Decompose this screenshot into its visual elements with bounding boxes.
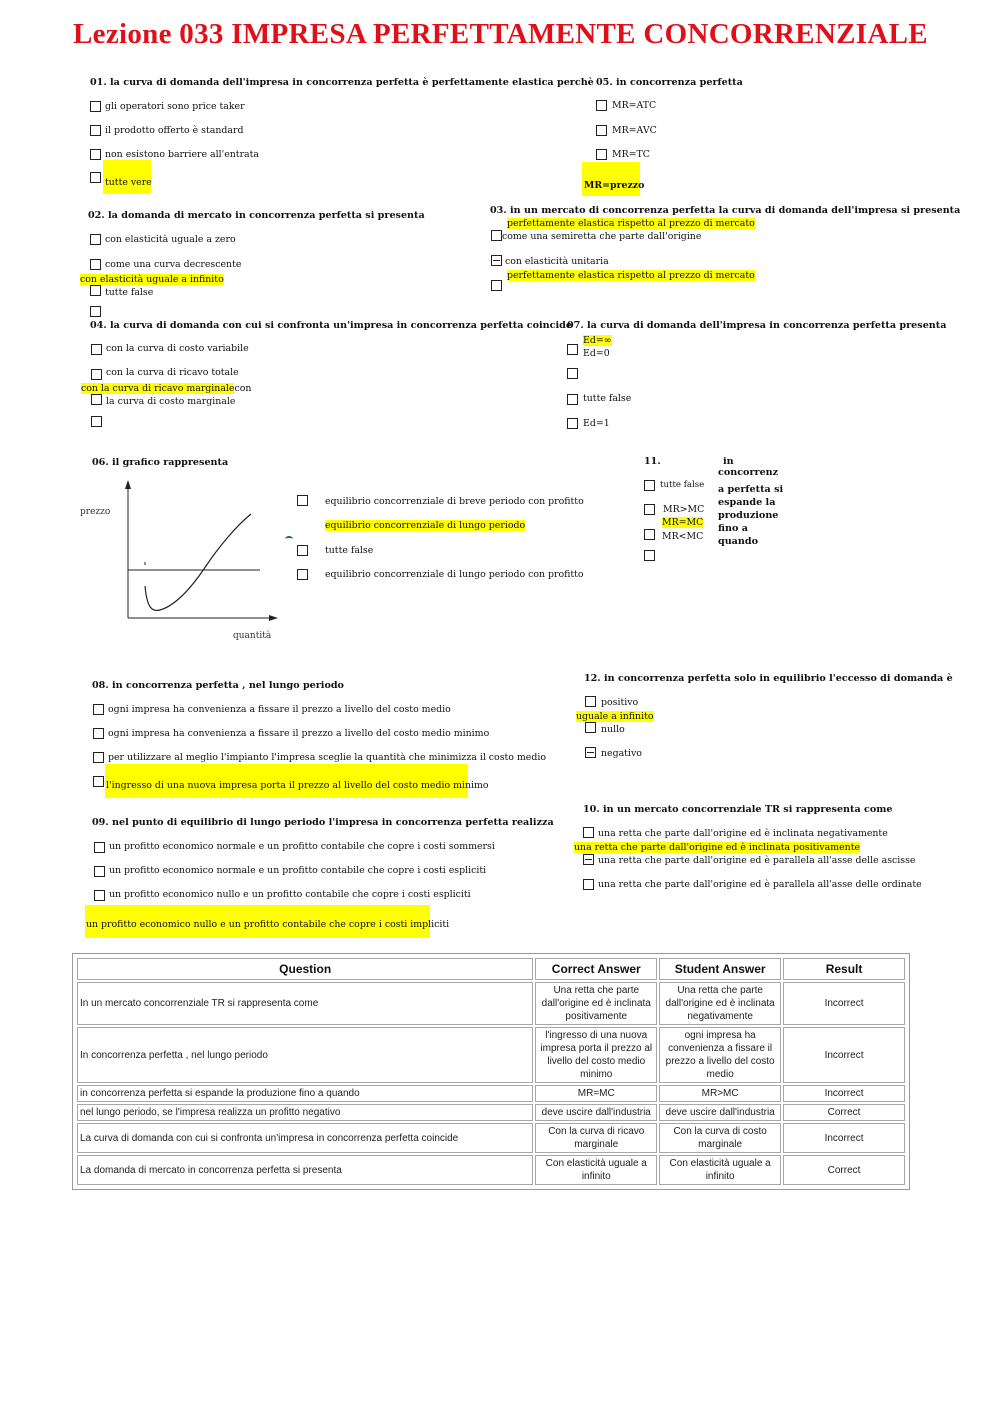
- option: non esistono barriere all'entrata: [105, 149, 259, 160]
- option: MR=ATC: [612, 100, 657, 111]
- checkbox[interactable]: [583, 827, 594, 838]
- question-09: 09. nel punto di equilibrio di lungo periodo l'impresa in concorrenza perfetta realizza: [92, 817, 554, 828]
- checkbox[interactable]: [644, 480, 655, 491]
- checkbox[interactable]: [585, 747, 596, 758]
- correct-answer-cell: deve uscire dall'industria: [535, 1104, 657, 1121]
- question-10: 10. in un mercato concorrenziale TR si rappresenta come: [583, 804, 893, 815]
- correct-answer-highlight: tutte vere: [103, 160, 151, 194]
- correct-answer-highlight: una retta che parte dall'origine ed è inclinata positivamente: [574, 842, 861, 853]
- option: un profitto economico normale e un profitto contabile che copre i costi sommersi: [109, 841, 495, 852]
- checkbox[interactable]: [91, 394, 102, 405]
- checkbox[interactable]: [93, 776, 104, 787]
- option: MR>MC: [663, 504, 705, 515]
- column-header: Correct Answer: [535, 958, 657, 980]
- column-header: Question: [77, 958, 533, 980]
- student-answer-cell: ogni impresa ha convenienza a fissare il prezzo a livello del costo medio: [659, 1027, 781, 1083]
- question-cell: La curva di domanda con cui si confronta un'impresa in concorrenza perfetta coincide: [77, 1123, 533, 1153]
- option: con elasticità unitaria: [505, 256, 609, 267]
- checkbox[interactable]: [491, 255, 502, 266]
- page-title: Lezione 033 IMPRESA PERFETTAMENTE CONCORRENZIALE: [73, 18, 928, 50]
- table-row: [77, 1104, 905, 1121]
- correct-answer-highlight: l'ingresso di una nuova impresa porta il prezzo al livello del costo medio minimo: [105, 764, 468, 798]
- checkbox[interactable]: [491, 280, 502, 291]
- checkbox[interactable]: [583, 879, 594, 890]
- correct-answer-highlight: con la curva di ricavo marginale: [81, 383, 235, 394]
- checkbox[interactable]: [567, 344, 578, 355]
- checkbox[interactable]: [596, 100, 607, 111]
- checkbox[interactable]: [90, 285, 101, 296]
- option: equilibrio concorrenziale di lungo periodo con profitto: [325, 569, 584, 580]
- question-11-text: quando: [718, 536, 758, 547]
- question-01: 01. la curva di domanda dell'impresa in concorrenza perfetta è perfettamente elastica perchè: [90, 77, 594, 88]
- option: con elasticità uguale a zero: [105, 234, 236, 245]
- checkbox[interactable]: [94, 890, 105, 901]
- option: negativo: [601, 748, 642, 759]
- checkbox[interactable]: [90, 125, 101, 136]
- table-row: [77, 1085, 905, 1102]
- option: tutte false: [583, 393, 632, 404]
- option: il prodotto offerto è standard: [105, 125, 244, 136]
- correct-answer-highlight: perfettamente elastica rispetto al prezzo di mercato: [507, 270, 755, 281]
- checkbox[interactable]: [585, 722, 596, 733]
- option: con la curva di costo variabile: [106, 343, 249, 354]
- checkbox[interactable]: [94, 842, 105, 853]
- question-07: 07. la curva di domanda dell'impresa in concorrenza perfetta presenta: [567, 320, 947, 331]
- checkbox[interactable]: [297, 495, 308, 506]
- x-axis-arrow: [269, 615, 278, 621]
- student-answer-cell: Con elasticità uguale a infinito: [659, 1155, 781, 1185]
- question-12: 12. in concorrenza perfetta solo in equilibrio l'eccesso di domanda è: [584, 673, 953, 684]
- question-cell: in concorrenza perfetta si espande la produzione fino a quando: [77, 1085, 533, 1102]
- question-11-text: in: [723, 456, 734, 467]
- checkbox[interactable]: [93, 728, 104, 739]
- result-cell: Incorrect: [783, 1027, 905, 1083]
- correct-answer-highlight: un profitto economico nullo e un profitto contabile che copre i costi impliciti: [85, 905, 430, 938]
- student-answer-cell: Una retta che parte dall'origine ed è inclinata negativamente: [659, 982, 781, 1025]
- question-11-text: fino a: [718, 523, 748, 534]
- checkbox[interactable]: [90, 306, 101, 317]
- checkbox[interactable]: [644, 550, 655, 561]
- checkbox[interactable]: [90, 259, 101, 270]
- question-08: 08. in concorrenza perfetta , nel lungo periodo: [92, 680, 344, 691]
- result-cell: Correct: [783, 1155, 905, 1185]
- option: equilibrio concorrenziale di breve periodo con profitto: [325, 496, 584, 507]
- checkbox[interactable]: [90, 234, 101, 245]
- question-05: 05. in concorrenza perfetta: [596, 77, 743, 88]
- checkbox[interactable]: [94, 866, 105, 877]
- checkbox[interactable]: [491, 230, 502, 241]
- question-04: 04. la curva di domanda con cui si confronta un'impresa in concorrenza perfetta coincide: [90, 320, 572, 331]
- question-06: 06. il grafico rappresenta: [92, 457, 229, 468]
- checkbox[interactable]: [644, 504, 655, 515]
- question-11-text: espande la: [718, 497, 776, 508]
- option: ogni impresa ha convenienza a fissare il prezzo a livello del costo medio minimo: [108, 728, 490, 739]
- table-row: [77, 1155, 905, 1185]
- option: Ed=1: [583, 418, 610, 429]
- option: nullo: [601, 724, 625, 735]
- checkbox[interactable]: [596, 125, 607, 136]
- checkbox[interactable]: [567, 418, 578, 429]
- question-cell: La domanda di mercato in concorrenza perfetta si presenta: [77, 1155, 533, 1185]
- option: una retta che parte dall'origine ed è parallela all'asse delle ascisse: [598, 855, 916, 866]
- correct-answer-highlight: uguale a infinito: [576, 711, 654, 722]
- checkbox[interactable]: [90, 172, 101, 183]
- result-cell: Correct: [783, 1104, 905, 1121]
- question-cell: nel lungo periodo, se l'impresa realizza un profitto negativo: [77, 1104, 533, 1121]
- student-answer-cell: MR>MC: [659, 1085, 781, 1102]
- cost-curve: [145, 514, 251, 610]
- cost-curve-graph: [78, 478, 278, 648]
- checkbox[interactable]: [91, 344, 102, 355]
- question-03: 03. in un mercato di concorrenza perfetta la curva di domanda dell'impresa si presenta: [490, 205, 961, 216]
- checkbox[interactable]: [583, 854, 594, 865]
- x-axis-label: quantità: [233, 631, 272, 641]
- correct-answer-highlight: MR=MC: [662, 517, 704, 528]
- checkbox[interactable]: [596, 149, 607, 160]
- checkbox[interactable]: [90, 149, 101, 160]
- result-cell: Incorrect: [783, 1123, 905, 1153]
- option: un profitto economico normale e un profitto contabile che copre i costi espliciti: [109, 865, 487, 876]
- option: tutte false: [325, 545, 374, 556]
- column-header: Student Answer: [659, 958, 781, 980]
- checkbox[interactable]: [644, 529, 655, 540]
- correct-answer-cell: MR=MC: [535, 1085, 657, 1102]
- option: MR=TC: [612, 149, 650, 160]
- checkbox[interactable]: [585, 696, 596, 707]
- result-cell: Incorrect: [783, 1085, 905, 1102]
- option: con la curva di ricavo totale: [106, 367, 239, 378]
- checkbox[interactable]: [91, 416, 102, 427]
- question-11-text: produzione: [718, 510, 779, 521]
- checkbox[interactable]: [93, 752, 104, 763]
- correct-answer-cell: Una retta che parte dall'origine ed è inclinata positivamente: [535, 982, 657, 1025]
- checkbox[interactable]: [90, 101, 101, 112]
- table-row: [77, 982, 905, 1025]
- student-answer-cell: deve uscire dall'industria: [659, 1104, 781, 1121]
- checkbox[interactable]: [297, 569, 308, 580]
- question-11-text: concorrenz: [718, 467, 779, 478]
- option: una retta che parte dall'origine ed è inclinata negativamente: [598, 828, 888, 839]
- column-header: Result: [783, 958, 905, 980]
- checkbox[interactable]: [567, 394, 578, 405]
- checkbox[interactable]: [91, 369, 102, 380]
- y-axis-arrow: [125, 480, 131, 489]
- question-11-text: a perfetta si: [718, 484, 784, 495]
- option: ogni impresa ha convenienza a fissare il prezzo a livello del costo medio: [108, 704, 451, 715]
- mark-glyph: [285, 536, 293, 542]
- checkbox[interactable]: [567, 368, 578, 379]
- student-answer-cell: Con la curva di costo marginale: [659, 1123, 781, 1153]
- option: una retta che parte dall'origine ed è parallela all'asse delle ordinate: [598, 879, 922, 890]
- option: per utilizzare al meglio l'impianto l'impresa sceglie la quantità che minimizza il costo medio: [108, 752, 546, 763]
- checkbox[interactable]: [93, 704, 104, 715]
- correct-answer-cell: l'ingresso di una nuova impresa porta il prezzo al livello del costo medio minimo: [535, 1027, 657, 1083]
- table-row: [77, 1123, 905, 1153]
- checkbox[interactable]: [297, 545, 308, 556]
- option: tutte false: [660, 480, 705, 490]
- question-cell: In concorrenza perfetta , nel lungo periodo: [77, 1027, 533, 1083]
- question-11-number: 11.: [644, 456, 661, 467]
- option: [81, 383, 251, 394]
- correct-answer-cell: Con elasticità uguale a infinito: [535, 1155, 657, 1185]
- results-table: [72, 953, 910, 1190]
- correct-answer-highlight: perfettamente elastica rispetto al prezzo di mercato: [507, 218, 755, 229]
- option: positivo: [601, 697, 639, 708]
- option: MR<MC: [662, 531, 704, 542]
- option: tutte false: [105, 287, 154, 298]
- option: gli operatori sono price taker: [105, 101, 245, 112]
- option: come una curva decrescente: [105, 259, 242, 270]
- correct-answer-highlight: equilibrio concorrenziale di lungo periodo: [325, 520, 526, 531]
- option: un profitto economico nullo e un profitto contabile che copre i costi espliciti: [109, 889, 471, 900]
- question-02: 02. la domanda di mercato in concorrenza perfetta si presenta: [88, 210, 425, 221]
- option: come una semiretta che parte dall'origine: [502, 231, 702, 242]
- option-fragment: con: [234, 383, 252, 394]
- result-cell: Incorrect: [783, 982, 905, 1025]
- correct-answer-highlight: Ed=∞: [583, 335, 612, 346]
- option: la curva di costo marginale: [106, 396, 236, 407]
- correct-answer-cell: Con la curva di ricavo marginale: [535, 1123, 657, 1153]
- correct-answer-highlight: con elasticità uguale a infinito: [80, 274, 224, 285]
- option: Ed=0: [583, 348, 610, 359]
- y-axis-label: prezzo: [80, 507, 111, 517]
- table-row: [77, 1027, 905, 1083]
- correct-answer-highlight: MR=prezzo: [582, 162, 640, 196]
- question-cell: In un mercato concorrenziale TR si rappresenta come: [77, 982, 533, 1025]
- option: MR=AVC: [612, 125, 657, 136]
